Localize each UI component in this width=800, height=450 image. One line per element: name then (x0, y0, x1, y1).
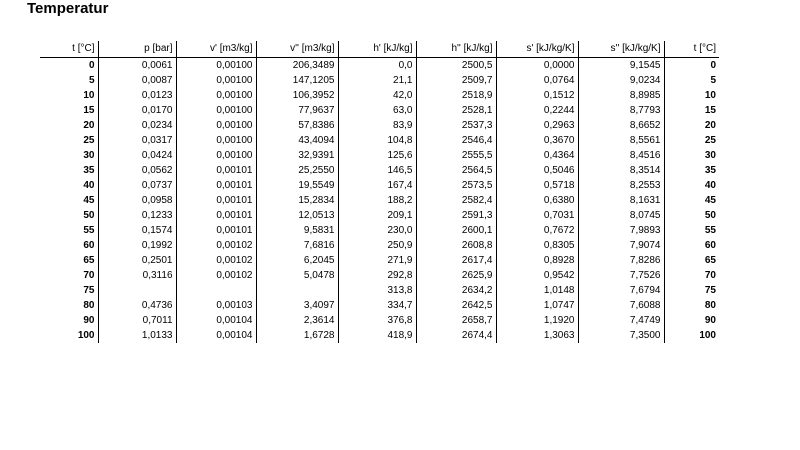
temperature-cell: 35 (40, 163, 98, 178)
temperature-cell: 50 (704, 210, 716, 221)
table-cell: 0,7031 (496, 208, 578, 223)
table-cell: 8,3514 (578, 163, 664, 178)
table-cell: 2573,5 (416, 178, 496, 193)
table-row (40, 148, 719, 163)
table-row (40, 283, 719, 298)
column-header: t [°C] (40, 41, 98, 58)
temperature-cell: 55 (704, 225, 716, 236)
table-row (40, 253, 719, 268)
table-cell: 8,2553 (578, 178, 664, 193)
table-cell: 77,9637 (256, 103, 338, 118)
table-cell: 0,2963 (496, 118, 578, 133)
table-cell: 32,9391 (256, 148, 338, 163)
table-cell: 376,8 (338, 313, 416, 328)
table-cell: 0,00102 (176, 253, 256, 268)
table-cell: 334,7 (338, 298, 416, 313)
table-cell: 7,6816 (256, 238, 338, 253)
table-cell: 0,0424 (98, 148, 176, 163)
temperature-cell: 10 (40, 88, 98, 103)
table-cell: 147,1205 (256, 73, 338, 88)
table-cell: 106,3952 (256, 88, 338, 103)
table-cell: 0,0234 (98, 118, 176, 133)
table-cell: 25,2550 (256, 163, 338, 178)
table-cell: 0,00101 (176, 208, 256, 223)
table-cell: 0,4364 (496, 148, 578, 163)
table-cell: 146,5 (338, 163, 416, 178)
table-row (40, 298, 719, 313)
table-row (40, 238, 719, 253)
table-cell: 0,0061 (98, 58, 176, 74)
table-cell: 8,0745 (578, 208, 664, 223)
temperature-cell: 70 (40, 268, 98, 283)
table-body (40, 58, 719, 344)
table-cell: 0,7011 (98, 313, 176, 328)
temperature-cell: 90 (704, 315, 716, 326)
table-cell: 292,8 (338, 268, 416, 283)
table-cell: 0,1574 (98, 223, 176, 238)
table-cell: 0,4736 (98, 298, 176, 313)
table-cell (176, 283, 256, 298)
table-cell: 0,00101 (176, 223, 256, 238)
table-cell: 2509,7 (416, 73, 496, 88)
table-cell: 0,00103 (176, 298, 256, 313)
table-row (40, 103, 719, 118)
table-cell: 2591,3 (416, 208, 496, 223)
table-row (40, 208, 719, 223)
temperature-cell: 30 (40, 148, 98, 163)
temperature-cell: 5 (40, 73, 98, 88)
table-cell: 0,0764 (496, 73, 578, 88)
table-cell: 2546,4 (416, 133, 496, 148)
table-cell: 0,00101 (176, 193, 256, 208)
table-row (40, 193, 719, 208)
table-cell: 2634,2 (416, 283, 496, 298)
table-cell: 0,0087 (98, 73, 176, 88)
table-cell: 1,0133 (98, 328, 176, 343)
table-cell: 0,00101 (176, 163, 256, 178)
temperature-cell: 50 (40, 208, 98, 223)
table-cell: 9,5831 (256, 223, 338, 238)
table-cell (256, 283, 338, 298)
temperature-cell: 0 (40, 58, 98, 74)
table-cell: 2500,5 (416, 58, 496, 74)
table-cell: 2555,5 (416, 148, 496, 163)
temperature-cell: 75 (704, 285, 716, 296)
table-cell: 0,00104 (176, 328, 256, 343)
table-cell: 7,7526 (578, 268, 664, 283)
temperature-cell: 40 (704, 180, 716, 191)
table-cell: 0,0 (338, 58, 416, 74)
table-row (40, 328, 719, 343)
temperature-cell: 80 (40, 298, 98, 313)
table-cell: 19,5549 (256, 178, 338, 193)
column-header: v'' [m3/kg] (256, 41, 338, 58)
table-cell: 0,00102 (176, 268, 256, 283)
table-cell: 0,0317 (98, 133, 176, 148)
table-cell: 21,1 (338, 73, 416, 88)
table-cell: 0,0562 (98, 163, 176, 178)
temperature-cell: 70 (704, 270, 716, 281)
temperature-cell: 45 (704, 195, 716, 206)
table-cell: 1,3063 (496, 328, 578, 343)
temperature-cell: 60 (704, 240, 716, 251)
temperature-cell: 65 (704, 255, 716, 266)
table-cell: 7,9074 (578, 238, 664, 253)
table-cell: 125,6 (338, 148, 416, 163)
table-cell: 1,6728 (256, 328, 338, 343)
table-cell: 2600,1 (416, 223, 496, 238)
table-cell: 2608,8 (416, 238, 496, 253)
table-cell: 209,1 (338, 208, 416, 223)
temperature-cell: 40 (40, 178, 98, 193)
table-cell: 1,0148 (496, 283, 578, 298)
table-row (40, 118, 719, 133)
table-cell: 313,8 (338, 283, 416, 298)
table-cell: 0,7672 (496, 223, 578, 238)
table-cell: 230,0 (338, 223, 416, 238)
table-cell: 0,1233 (98, 208, 176, 223)
table-cell: 7,3500 (578, 328, 664, 343)
table-cell: 8,8985 (578, 88, 664, 103)
table-row (40, 313, 719, 328)
temperature-cell: 30 (704, 150, 716, 161)
temperature-cell: 5 (710, 75, 716, 86)
table-row (40, 223, 719, 238)
table-cell: 0,8928 (496, 253, 578, 268)
table-header-row (40, 41, 719, 58)
temperature-cell: 25 (704, 135, 716, 146)
temperature-cell: 45 (40, 193, 98, 208)
table-cell: 0,2244 (496, 103, 578, 118)
table-cell: 2625,9 (416, 268, 496, 283)
temperature-cell: 65 (40, 253, 98, 268)
column-header: v' [m3/kg] (176, 41, 256, 58)
column-header: s' [kJ/kg/K] (496, 41, 578, 58)
temperature-cell: 15 (40, 103, 98, 118)
table-cell: 43,4094 (256, 133, 338, 148)
table-cell: 0,00100 (176, 103, 256, 118)
table-cell: 7,6088 (578, 298, 664, 313)
table-cell: 0,8305 (496, 238, 578, 253)
table-cell: 188,2 (338, 193, 416, 208)
table-row (40, 133, 719, 148)
table-cell: 7,9893 (578, 223, 664, 238)
temperature-cell: 100 (699, 330, 716, 341)
table-cell: 0,2501 (98, 253, 176, 268)
table-cell: 0,00100 (176, 118, 256, 133)
table-cell: 7,4749 (578, 313, 664, 328)
table-cell: 8,7793 (578, 103, 664, 118)
table-cell: 0,0170 (98, 103, 176, 118)
column-header: h' [kJ/kg] (338, 41, 416, 58)
table-row (40, 178, 719, 193)
table-cell: 0,0123 (98, 88, 176, 103)
column-header: h'' [kJ/kg] (416, 41, 496, 58)
table-cell: 0,00102 (176, 238, 256, 253)
temperature-cell: 15 (704, 105, 716, 116)
table-cell: 0,00100 (176, 73, 256, 88)
table-cell: 0,00104 (176, 313, 256, 328)
table-cell: 6,2045 (256, 253, 338, 268)
table-cell: 0,00100 (176, 58, 256, 74)
table-cell: 9,1545 (578, 58, 664, 74)
table-cell: 42,0 (338, 88, 416, 103)
table-cell: 250,9 (338, 238, 416, 253)
table-cell: 418,9 (338, 328, 416, 343)
table-cell: 63,0 (338, 103, 416, 118)
temperature-cell: 60 (40, 238, 98, 253)
temperature-cell: 20 (704, 120, 716, 131)
table-cell: 0,6380 (496, 193, 578, 208)
table-cell: 0,3116 (98, 268, 176, 283)
temperature-cell: 35 (704, 165, 716, 176)
table-cell (98, 283, 176, 298)
table-cell: 2564,5 (416, 163, 496, 178)
temperature-cell: 80 (704, 300, 716, 311)
table-cell: 0,1512 (496, 88, 578, 103)
table-cell: 2642,5 (416, 298, 496, 313)
table-cell: 167,4 (338, 178, 416, 193)
table-cell: 8,6652 (578, 118, 664, 133)
page-title: Temperatur (27, 0, 109, 17)
table-cell: 12,0513 (256, 208, 338, 223)
temperature-cell: 10 (704, 90, 716, 101)
table-cell: 57,8386 (256, 118, 338, 133)
temperature-cell: 100 (40, 328, 98, 343)
table-cell: 7,6794 (578, 283, 664, 298)
temperature-cell: 0 (710, 60, 716, 71)
table-cell: 0,5718 (496, 178, 578, 193)
table-cell: 206,3489 (256, 58, 338, 74)
table-cell: 0,3670 (496, 133, 578, 148)
table-cell: 2674,4 (416, 328, 496, 343)
table-cell: 5,0478 (256, 268, 338, 283)
temperature-cell: 25 (40, 133, 98, 148)
temperature-cell: 55 (40, 223, 98, 238)
table-cell: 2537,3 (416, 118, 496, 133)
table-cell: 1,0747 (496, 298, 578, 313)
column-header: p [bar] (98, 41, 176, 58)
table-row (40, 73, 719, 88)
table-cell: 104,8 (338, 133, 416, 148)
column-header: s'' [kJ/kg/K] (578, 41, 664, 58)
table-cell: 0,9542 (496, 268, 578, 283)
table-cell: 0,0737 (98, 178, 176, 193)
table-cell: 2658,7 (416, 313, 496, 328)
table-row (40, 58, 719, 74)
table-cell: 2582,4 (416, 193, 496, 208)
table-cell: 7,8286 (578, 253, 664, 268)
table-cell: 2617,4 (416, 253, 496, 268)
table-cell: 2528,1 (416, 103, 496, 118)
table-row (40, 268, 719, 283)
table-cell: 0,1992 (98, 238, 176, 253)
temperature-cell: 75 (40, 283, 98, 298)
table-cell: 0,00100 (176, 133, 256, 148)
table-row (40, 88, 719, 103)
table-cell: 2518,9 (416, 88, 496, 103)
temperature-cell: 20 (40, 118, 98, 133)
column-header: t [°C] (664, 41, 719, 58)
table-cell: 0,00101 (176, 178, 256, 193)
table-cell: 9,0234 (578, 73, 664, 88)
steam-table (40, 41, 719, 343)
table-cell: 2,3614 (256, 313, 338, 328)
table-cell: 3,4097 (256, 298, 338, 313)
table-cell: 1,1920 (496, 313, 578, 328)
table-cell: 0,5046 (496, 163, 578, 178)
table-cell: 8,4516 (578, 148, 664, 163)
temperature-cell: 90 (40, 313, 98, 328)
table-cell: 83,9 (338, 118, 416, 133)
table-cell: 0,00100 (176, 88, 256, 103)
table-cell: 15,2834 (256, 193, 338, 208)
table-row (40, 163, 719, 178)
table-cell: 8,1631 (578, 193, 664, 208)
table-cell: 0,0000 (496, 58, 578, 74)
table-cell: 0,0958 (98, 193, 176, 208)
table-cell: 0,00100 (176, 148, 256, 163)
table-cell: 8,5561 (578, 133, 664, 148)
table-cell: 271,9 (338, 253, 416, 268)
